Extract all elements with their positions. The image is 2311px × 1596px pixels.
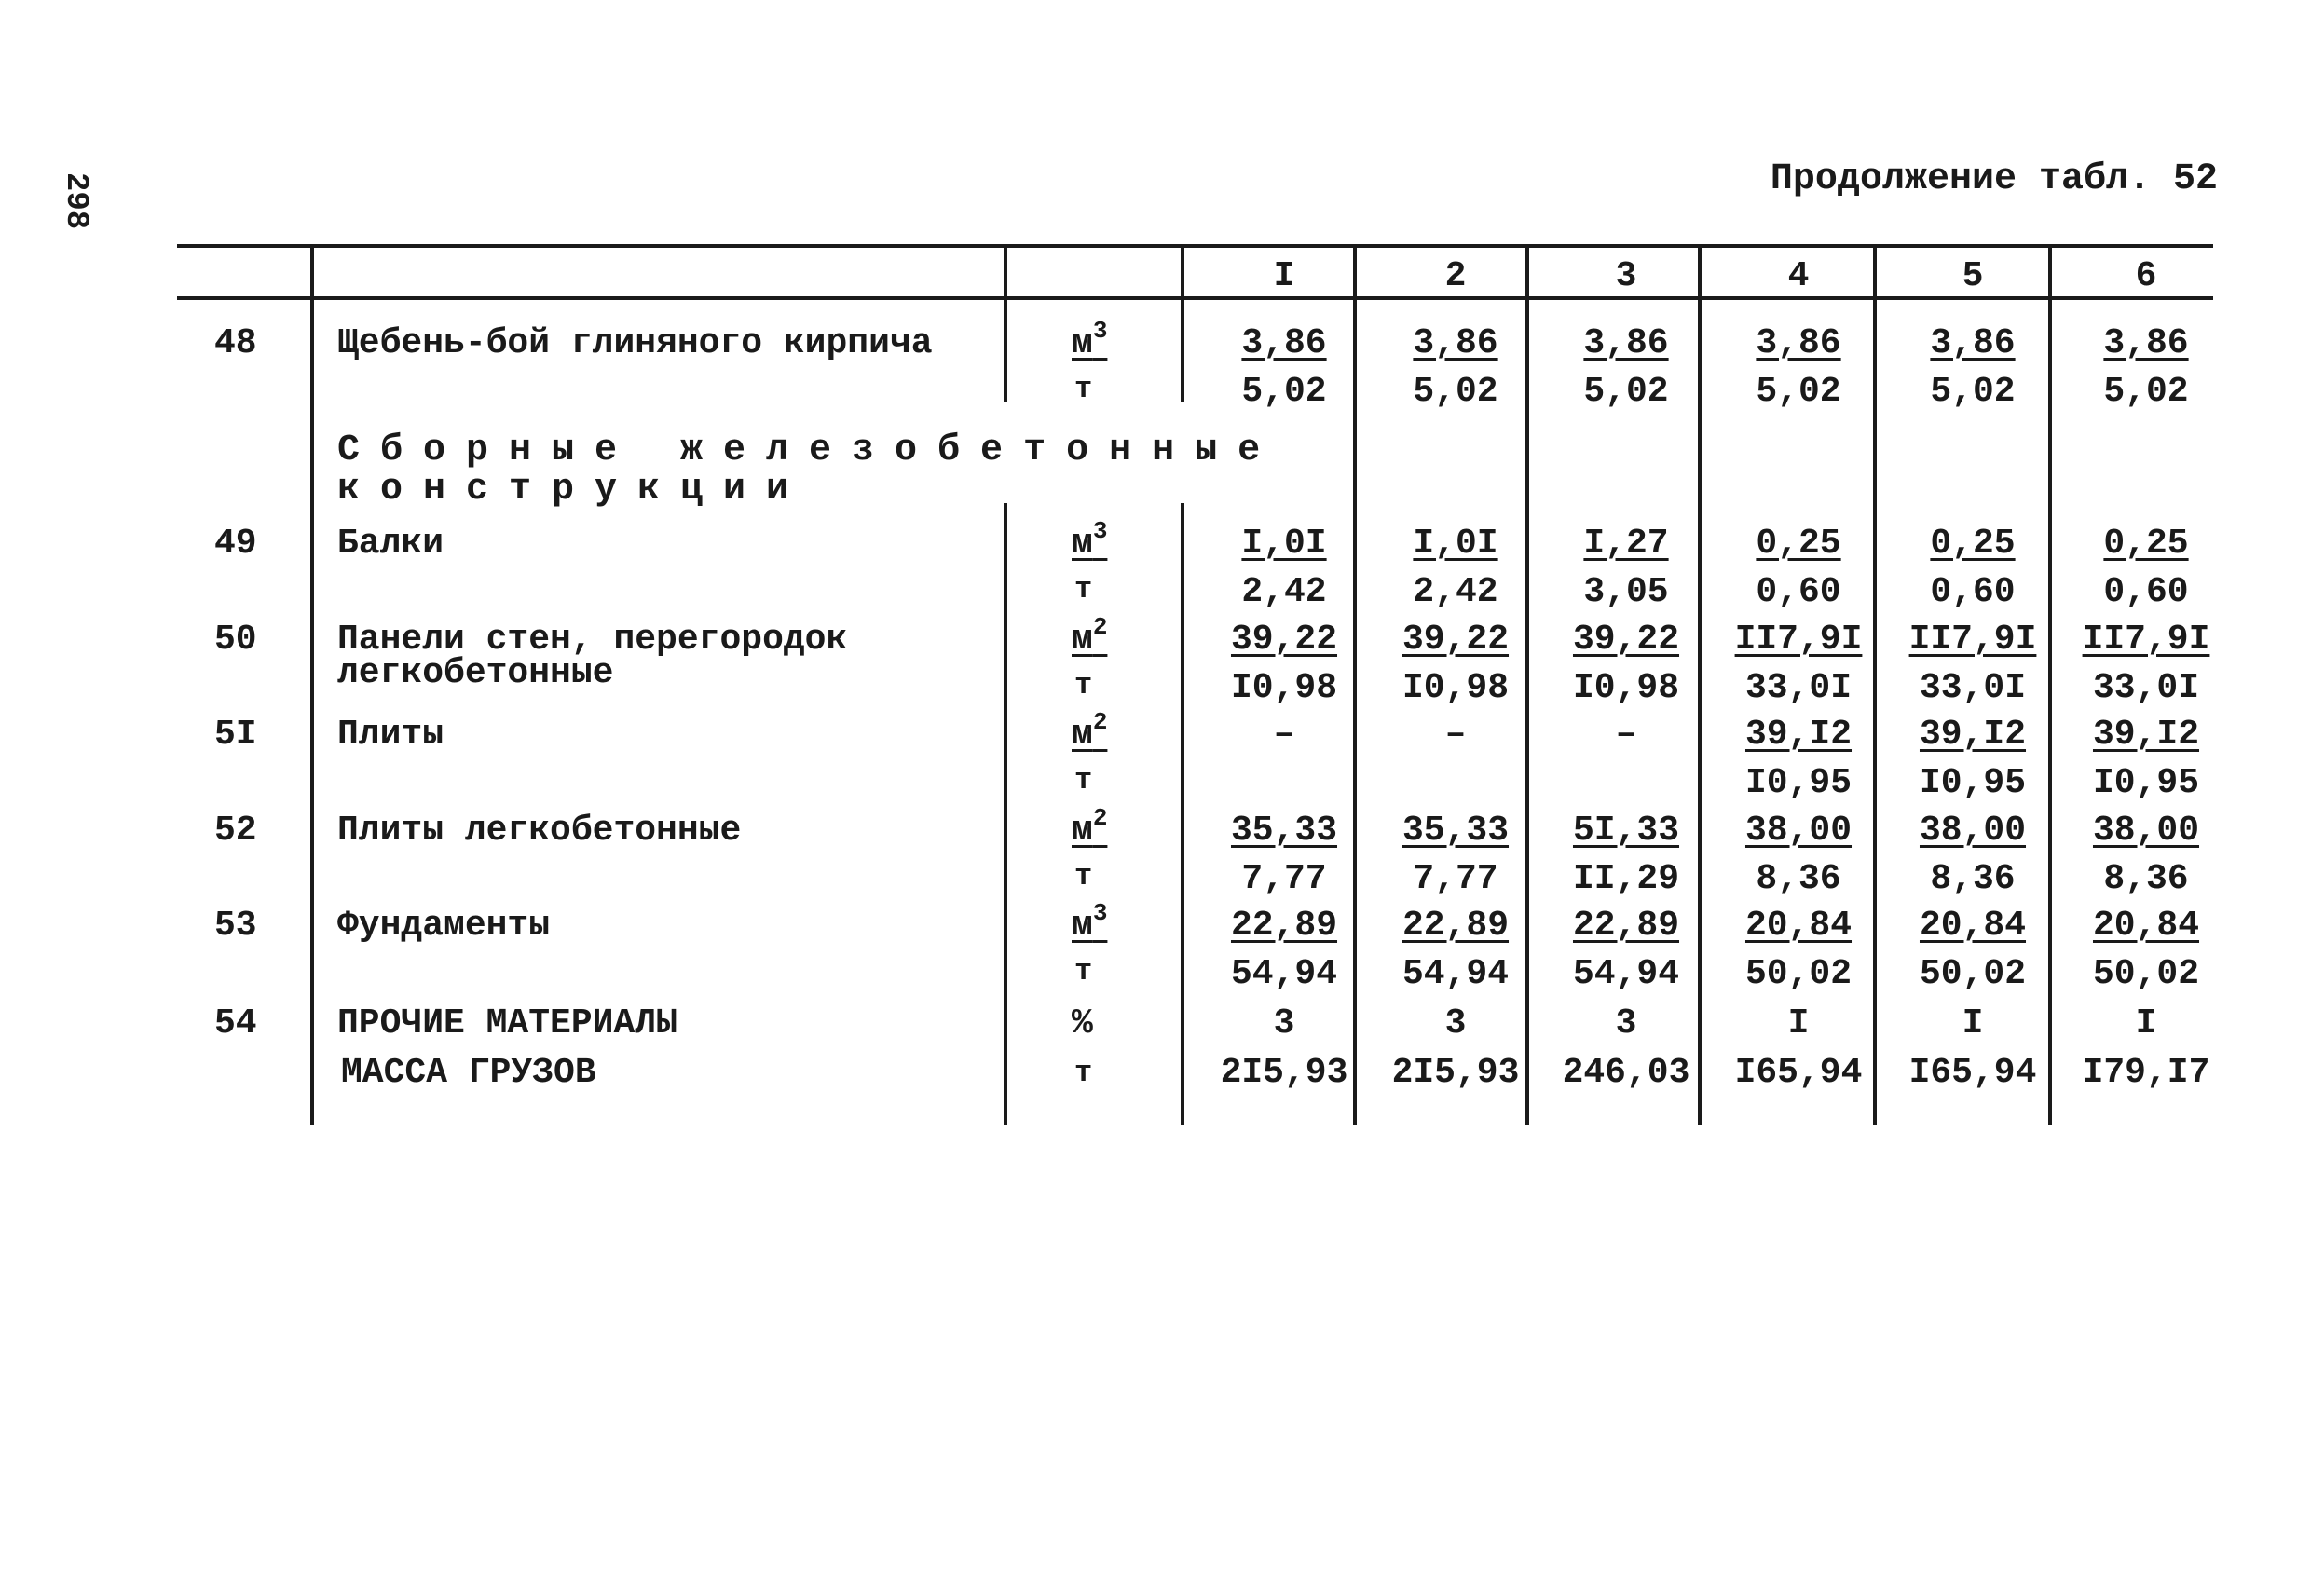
column-header: 4 — [1787, 256, 1810, 296]
value-mass: 5,02 — [1930, 372, 2016, 412]
material-name: ПРОЧИЕ МАТЕРИАЛЫ — [337, 1003, 677, 1044]
column-rule — [1181, 503, 1184, 1125]
material-name: легкобетонные — [337, 653, 614, 693]
column-rule — [1004, 503, 1007, 1125]
value-volume: 0,25 — [1930, 524, 2016, 564]
material-name: Фундаменты — [337, 906, 551, 946]
unit-mass: т — [1074, 572, 1093, 607]
value-mass: 5,02 — [1756, 372, 1841, 412]
column-header: 5 — [1962, 256, 1984, 296]
section-title-line2: конструкции — [337, 469, 810, 511]
material-name: Плиты — [337, 715, 444, 755]
value-volume: 22,89 — [1572, 906, 1680, 946]
value-mass: I0,95 — [1919, 763, 2027, 803]
table-top-rule — [177, 244, 2213, 248]
unit-volume — [1072, 615, 1107, 658]
value-volume: – — [1615, 715, 1637, 755]
unit-mass: т — [1074, 1056, 1093, 1090]
page-number: 298 — [58, 172, 93, 230]
value-mass: I0,95 — [1744, 763, 1853, 803]
value-mass: 5,02 — [1413, 372, 1498, 412]
value-volume: 5I,33 — [1572, 811, 1680, 851]
header-bottom-rule — [177, 296, 2213, 300]
column-rule — [1181, 244, 1184, 402]
row-number: 53 — [214, 906, 257, 946]
value-volume: 38,00 — [1919, 811, 2027, 851]
total-value: I65,94 — [1734, 1053, 1863, 1093]
material-name: Балки — [337, 524, 444, 564]
value-volume: 20,84 — [1919, 906, 2027, 946]
value-volume: 35,33 — [1230, 811, 1338, 851]
unit-mass: т — [1074, 668, 1093, 703]
value-volume: 22,89 — [1230, 906, 1338, 946]
value-percent: I — [2135, 1003, 2157, 1044]
value-volume: 39,I2 — [1919, 715, 2027, 755]
value-mass: 0,60 — [2103, 572, 2189, 612]
value-mass: 7,77 — [1413, 859, 1498, 899]
value-volume: 39,22 — [1230, 620, 1338, 660]
value-mass: 54,94 — [1572, 954, 1680, 994]
column-header: I — [1273, 256, 1295, 296]
value-volume: 3,86 — [1413, 323, 1498, 363]
value-mass: 2,42 — [1241, 572, 1327, 612]
value-volume: 22,89 — [1402, 906, 1510, 946]
value-volume: I,0I — [1241, 524, 1327, 564]
row-number: 54 — [214, 1003, 257, 1044]
value-mass: 50,02 — [1744, 954, 1853, 994]
value-mass: 33,0I — [1744, 668, 1853, 708]
column-header: 2 — [1444, 256, 1467, 296]
row-number: 49 — [214, 524, 257, 564]
value-volume: 35,33 — [1402, 811, 1510, 851]
unit-volume — [1072, 901, 1107, 944]
unit-mass: т — [1074, 763, 1093, 798]
value-mass: 3,05 — [1583, 572, 1669, 612]
table-caption: Продолжение табл. 52 — [1770, 158, 2218, 200]
value-volume: 3,86 — [1241, 323, 1327, 363]
value-volume: 39,22 — [1572, 620, 1680, 660]
value-volume: 3,86 — [1583, 323, 1669, 363]
unit-exponent: 2 — [1092, 613, 1108, 641]
total-label: МАССА ГРУЗОВ — [341, 1053, 596, 1093]
column-rule — [310, 244, 314, 1125]
unit-volume — [1072, 319, 1107, 361]
row-number: 52 — [214, 811, 257, 851]
unit-mass: т — [1074, 859, 1093, 893]
value-mass: I0,98 — [1230, 668, 1338, 708]
value-mass: I0,98 — [1402, 668, 1510, 708]
unit-exponent: 2 — [1092, 708, 1108, 736]
value-mass: I0,98 — [1572, 668, 1680, 708]
unit-symbol: м — [1072, 715, 1093, 755]
column-header: 3 — [1615, 256, 1637, 296]
total-value: I79,I7 — [2082, 1053, 2210, 1093]
value-mass: 7,77 — [1241, 859, 1327, 899]
value-volume: II7,9I — [1734, 620, 1863, 660]
unit-symbol: м — [1072, 323, 1093, 363]
unit-symbol: м — [1072, 811, 1093, 851]
value-volume: – — [1444, 715, 1467, 755]
value-percent: I — [1787, 1003, 1810, 1044]
value-mass: 0,60 — [1756, 572, 1841, 612]
unit-symbol: м — [1072, 524, 1093, 564]
value-volume: II7,9I — [2082, 620, 2210, 660]
value-volume: I,27 — [1583, 524, 1669, 564]
value-volume: 20,84 — [2092, 906, 2200, 946]
value-volume: 39,I2 — [1744, 715, 1853, 755]
unit-exponent: 2 — [1092, 804, 1108, 832]
value-volume: II7,9I — [1908, 620, 2037, 660]
value-mass: II,29 — [1572, 859, 1680, 899]
total-value: 2I5,93 — [1220, 1053, 1348, 1093]
total-value: 246,03 — [1562, 1053, 1690, 1093]
column-rule — [1004, 244, 1007, 402]
unit-exponent: 3 — [1092, 317, 1108, 345]
value-mass: 2,42 — [1413, 572, 1498, 612]
value-volume: I,0I — [1413, 524, 1498, 564]
value-volume: 0,25 — [2103, 524, 2189, 564]
section-title — [337, 432, 1280, 509]
value-percent: 3 — [1444, 1003, 1467, 1044]
value-volume: 39,I2 — [2092, 715, 2200, 755]
value-mass: 54,94 — [1402, 954, 1510, 994]
value-percent: 3 — [1273, 1003, 1295, 1044]
value-mass: 0,60 — [1930, 572, 2016, 612]
value-mass: 50,02 — [2092, 954, 2200, 994]
value-volume: 38,00 — [2092, 811, 2200, 851]
value-mass: I0,95 — [2092, 763, 2200, 803]
unit-volume — [1072, 519, 1107, 562]
total-value: 2I5,93 — [1391, 1053, 1520, 1093]
value-mass: 54,94 — [1230, 954, 1338, 994]
unit-mass: т — [1074, 954, 1093, 989]
value-percent: 3 — [1615, 1003, 1637, 1044]
unit-exponent: 3 — [1092, 899, 1108, 927]
material-name: Панели стен, перегородок — [337, 620, 848, 660]
unit-symbol: м — [1072, 906, 1093, 946]
value-mass: 8,36 — [1930, 859, 2016, 899]
unit-percent: % — [1072, 1003, 1093, 1044]
value-volume: 3,86 — [1930, 323, 2016, 363]
value-volume: – — [1273, 715, 1295, 755]
unit-symbol: м — [1072, 620, 1093, 660]
value-volume: 3,86 — [2103, 323, 2189, 363]
value-mass: 8,36 — [1756, 859, 1841, 899]
unit-exponent: 3 — [1092, 517, 1108, 545]
value-mass: 50,02 — [1919, 954, 2027, 994]
total-value: I65,94 — [1908, 1053, 2037, 1093]
value-volume: 39,22 — [1402, 620, 1510, 660]
value-percent: I — [1962, 1003, 1984, 1044]
value-mass: 5,02 — [2103, 372, 2189, 412]
unit-volume — [1072, 806, 1107, 849]
unit-volume — [1072, 710, 1107, 753]
row-number: 48 — [214, 323, 257, 363]
value-mass: 33,0I — [1919, 668, 2027, 708]
value-volume: 38,00 — [1744, 811, 1853, 851]
material-name: Щебень-бой глиняного кирпича — [337, 323, 933, 363]
row-number: 50 — [214, 620, 257, 660]
value-volume: 20,84 — [1744, 906, 1853, 946]
value-mass: 8,36 — [2103, 859, 2189, 899]
column-header: 6 — [2135, 256, 2157, 296]
section-title-line1: Сборные железобетонные — [337, 430, 1281, 471]
unit-mass: т — [1074, 372, 1093, 406]
value-volume: 3,86 — [1756, 323, 1841, 363]
value-mass: 5,02 — [1583, 372, 1669, 412]
material-name: Плиты легкобетонные — [337, 811, 742, 851]
value-mass: 5,02 — [1241, 372, 1327, 412]
value-mass: 33,0I — [2092, 668, 2200, 708]
row-number: 5I — [214, 715, 257, 755]
value-volume: 0,25 — [1756, 524, 1841, 564]
